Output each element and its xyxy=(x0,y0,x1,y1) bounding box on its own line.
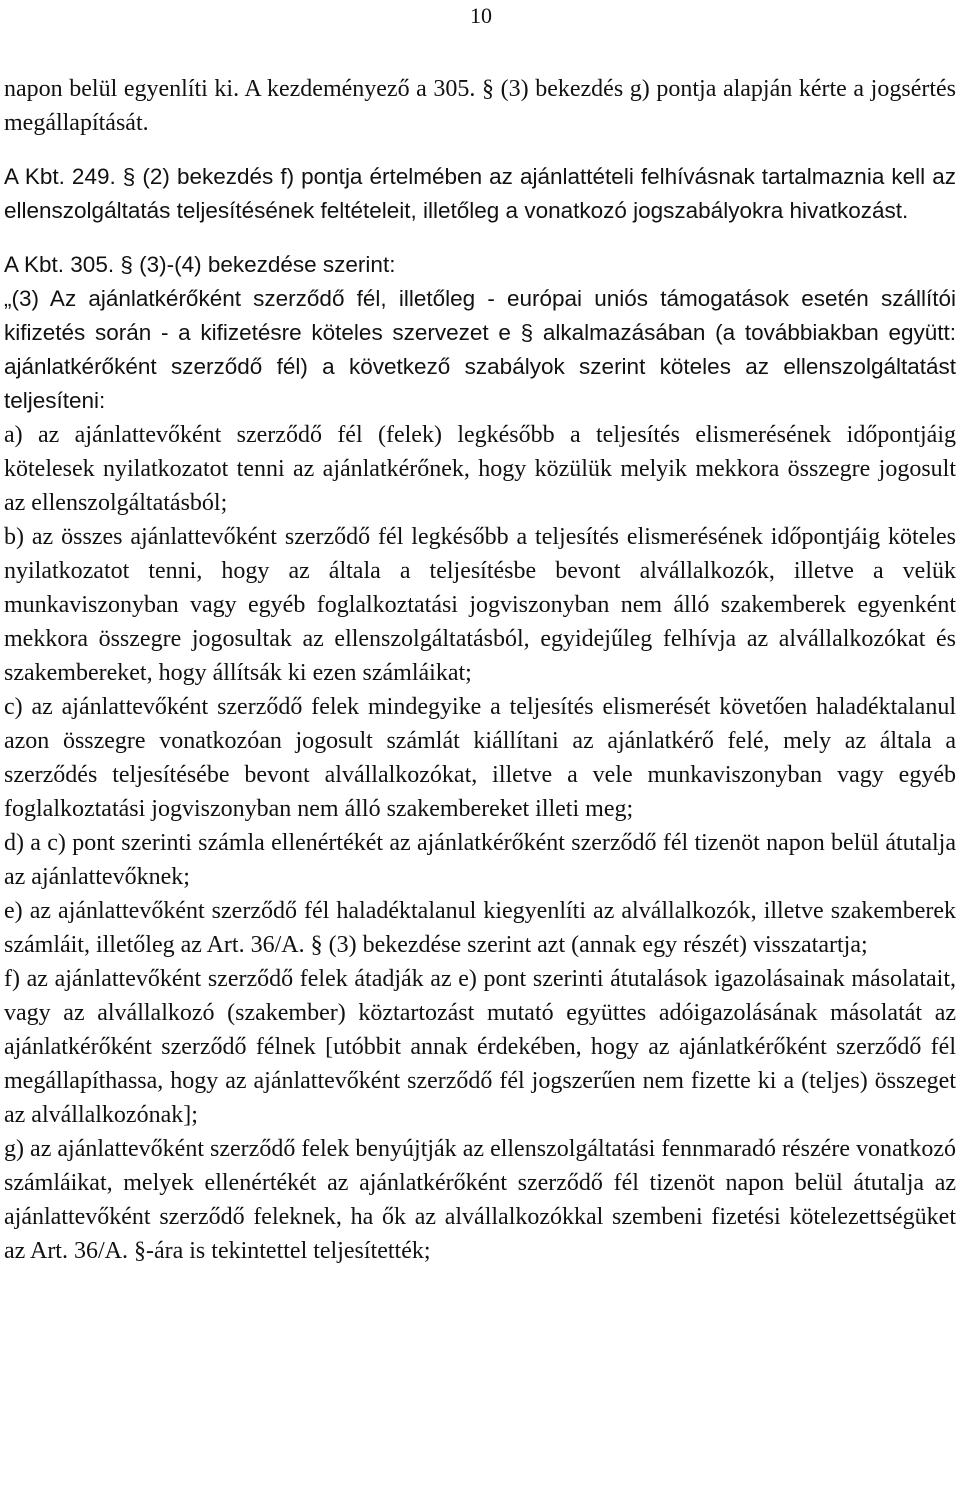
list-item-c: c) az ajánlattevőként szerződő felek mindegyike a teljesítés elismerését követően haladéktalanul azon összegre vonatkozóan jogosult számlát kiállítani az ajánlatkérő felé, mely az általa a szerződés teljesítésébe bevont alvállalkozókat, illetve a vele munkaviszonyban vagy egyéb foglalkoztatási jogviszonyban nem álló szakembereket illeti meg; xyxy=(4,694,956,822)
paragraph-kbt-305-heading: A Kbt. 305. § (3)-(4) bekezdése szerint: xyxy=(4,252,396,277)
paragraph-quote-3: „(3) Az ajánlatkérőként szerződő fél, illetőleg - európai uniós támogatások esetén szállítói kifizetés során - a kifizetésre köteles szervezet e § alkalmazásában (a továbbiakban együtt: ajánlatkérőként szerződő fél) a következő szabályok szerint köteles az ellenszolgáltatást teljesíteni: xyxy=(4,286,956,413)
list-item-b: b) az összes ajánlattevőként szerződő fél legkésőbb a teljesítés elismerésének időpontjáig köteles nyilatkozatot tenni, hogy az általa a teljesítésbe bevont alvállalkozók, illetve a velük munkaviszonyban vagy egyéb foglalkoztatási jogviszonyban nem álló szakemberek egyenként mekkora összegre jogosultak az ellenszolgáltatásból, egyidejűleg felhívja az alvállalkozókat és szakembereket, hogy állítsák ki ezen számláikat; xyxy=(4,524,956,686)
paragraph-kbt-249: A Kbt. 249. § (2) bekezdés f) pontja értelmében az ajánlattételi felhívásnak tartalmaznia kell az ellenszolgáltatás teljesítésének feltételeit, illetőleg a vonatkozó jogszabályokra hivatkozást. xyxy=(4,164,956,223)
page-number: 10 xyxy=(470,3,492,28)
list-item-e: e) az ajánlattevőként szerződő fél haladéktalanul kiegyenlíti az alvállalkozók, illetve szakemberek számláit, illetőleg az Art. 36/A. § (3) bekezdése szerint azt (annak egy részét) visszatartja; xyxy=(4,898,956,958)
list-item-f: f) az ajánlattevőként szerződő felek átadják az e) pont szerinti átutalások igazolásainak másolatait, vagy az alvállalkozó (szakember) köztartozást mutató együttes adóigazolásának másolatát az ajánlatkérőként szerződő félnek [utóbbit annak érdekében, hogy az ajánlatkérőként szerződő fél megállapíthassa, hogy az ajánlattevőként szerződő fél jogszerűen nem fizette ki a (teljes) összeget az alvállalkozónak]; xyxy=(4,966,956,1128)
list-item-a: a) az ajánlattevőként szerződő fél (felek) legkésőbb a teljesítés elismerésének időpontjáig kötelesek nyilatkozatot tenni az ajánlatkérőnek, hogy közülük melyik mekkora összegre jogosult az ellenszolgáltatásból; xyxy=(4,422,956,516)
paragraph-intro: napon belül egyenlíti ki. A kezdeményező a 305. § (3) bekezdés g) pontja alapján kérte a jogsértés megállapítását. xyxy=(4,76,956,136)
list-item-g: g) az ajánlattevőként szerződő felek benyújtják az ellenszolgáltatási fennmaradó részére vonatkozó számláikat, melyek ellenértékét az ajánlatkérőként szerződő fél tizenöt napon belül átutalja az ajánlattevőként szerződő feleknek, ha ők az alvállalkozókkal szembeni fizetési kötelezettségüket az Art. 36/A. §-ára is tekintettel teljesítették; xyxy=(4,1136,956,1264)
document-body xyxy=(4,72,956,1268)
list-item-d: d) a c) pont szerinti számla ellenértékét az ajánlatkérőként szerződő fél tizenöt napon belül átutalja az ajánlattevőknek; xyxy=(4,830,956,890)
